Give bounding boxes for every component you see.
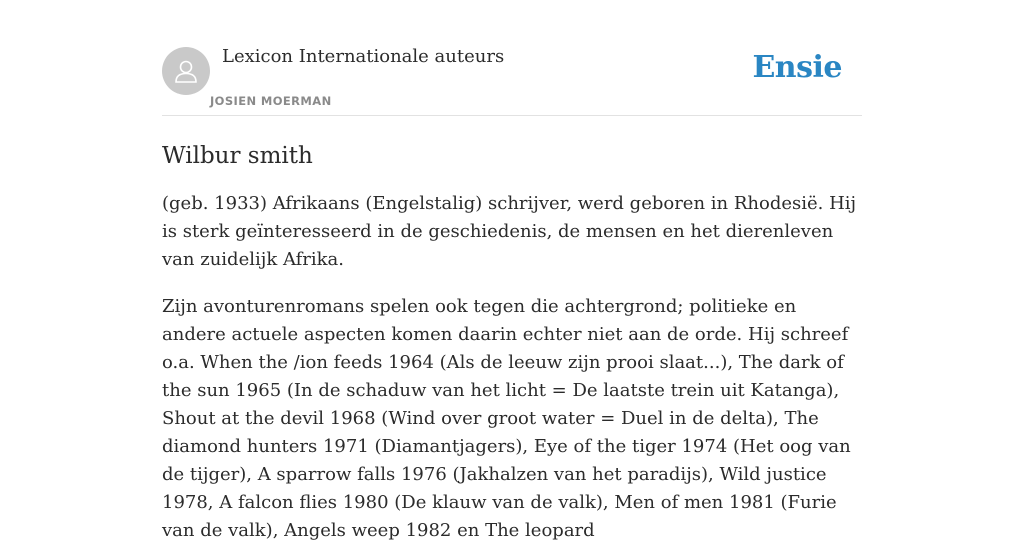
entry-title: Wilbur smith bbox=[162, 143, 313, 169]
brand-logo[interactable]: Ensie bbox=[752, 50, 842, 85]
paragraph: Zijn avonturenromans spelen ook tegen die achtergrond; politieke en andere actuele aspecten komen daarin echter niet aan de orde. Hij schreef o.a. When the /ion feeds 1964 (Als de leeuw zijn prooi slaat...), The dark of the sun 1965 (In de schaduw van het licht = De laatste trein uit Katanga), Shout at the devil 1968 (Wind over groot water = Duel in de delta), The diamond hunters 1971 (Diamantjagers), Eye of the tiger 1974 (Het oog van de tijger), A sparrow falls 1976 (Jakhalzen van het paradijs), Wild justice 1978, A falcon flies 1980 (De klauw van de valk), Men of men 1981 (Furie van de valk), Angels weep 1982 en The leopard bbox=[162, 296, 851, 541]
header bbox=[162, 0, 862, 116]
paragraph: (geb. 1933) Afrikaans (Engelstalig) schrijver, werd geboren in Rhodesië. Hij is sterk geïnteresseerd in de geschiedenis, de mensen en het dierenleven van zuidelijk Afrika. bbox=[162, 193, 857, 270]
avatar[interactable] bbox=[162, 47, 210, 95]
source-title[interactable]: Lexicon Internationale auteurs bbox=[222, 46, 505, 67]
user-silhouette-icon bbox=[172, 57, 200, 85]
author-name[interactable]: JOSIEN MOERMAN bbox=[210, 94, 332, 108]
page bbox=[162, 0, 862, 545]
